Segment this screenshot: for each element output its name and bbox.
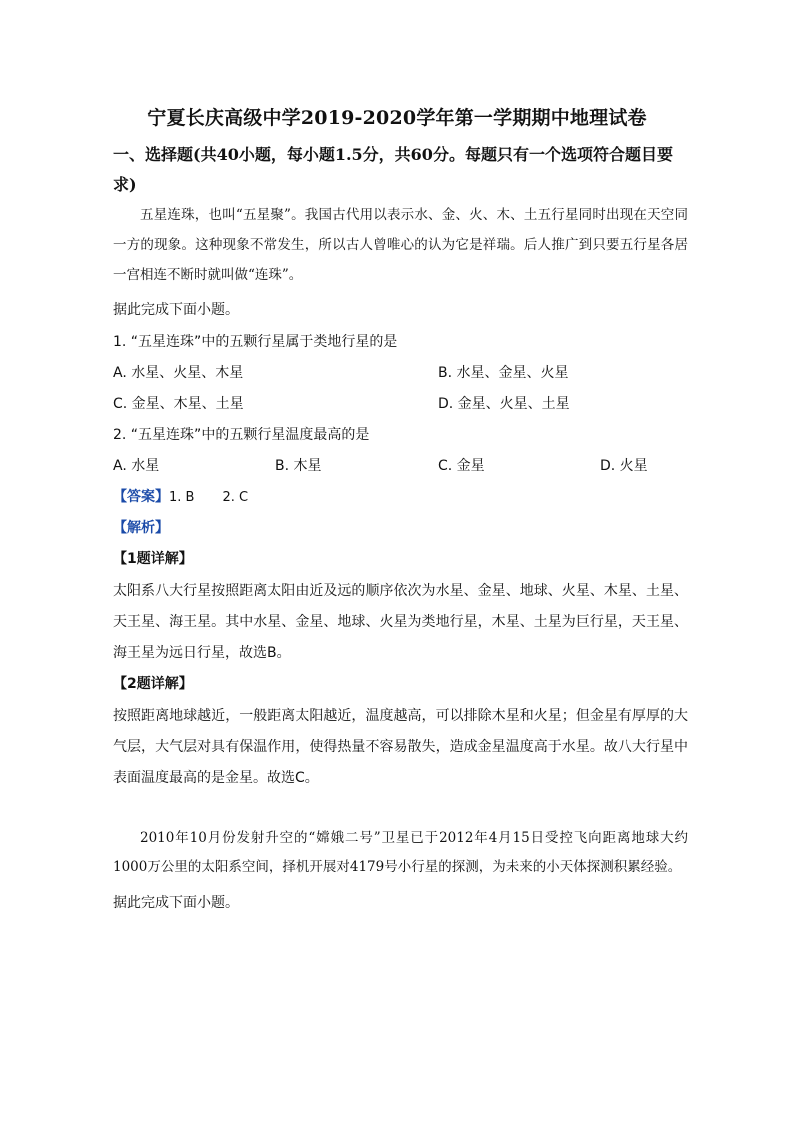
passage-five-planets: 五星连珠，也叫“五星聚”。我国古代用以表示水、金、火、木、土五行星同时出现在天空同一方的现象。这种现象不常发生，所以古人曾唯心的认为它是祥瑞。后人推广到只要五行星各居一宫相连不断时就叫做“连珠”。	[113, 207, 688, 283]
question-2-option-a[interactable]: A. 水星	[113, 458, 160, 474]
question-1-option-b[interactable]: B. 水星、金星、火星	[438, 365, 569, 381]
passage-change2: 2010年10月份发射升空的“嫦娥二号”卫星已于2012年4月15日受控飞向距离地球大约1000万公里的太阳系空间，择机开展对4179号小行星的探测，为未来的小天体探测积累经验。	[113, 830, 688, 875]
answer-1: 1. B	[169, 490, 195, 505]
answer-label: 【答案】	[113, 489, 169, 505]
question-2-option-c[interactable]: C. 金星	[438, 458, 485, 474]
question-2-option-d[interactable]: D. 火星	[600, 458, 648, 474]
question-1-option-a[interactable]: A. 水星、火星、木星	[113, 365, 244, 381]
detail-2-text: 按照距离地球越近，一般距离太阳越近，温度越高，可以排除木星和火星；但金星有厚厚的大气层，大气层对具有保温作用，使得热量不容易散失，造成金星温度高于水星。故八大行星中表面温度最高的是金星。故选C。	[113, 708, 688, 786]
detail-1-label: 【1题详解】	[113, 551, 193, 567]
answer-line	[113, 487, 248, 508]
answer-2: 2. C	[222, 490, 249, 505]
page-title: 宁夏长庆高级中学2019-2020学年第一学期期中地理试卷	[147, 107, 647, 129]
question-2-stem: 2. “五星连珠”中的五颗行星温度最高的是	[113, 427, 370, 443]
detail-1-text: 太阳系八大行星按照距离太阳由近及远的顺序依次为水星、金星、地球、火星、木星、土星、天王星、海王星。其中水星、金星、地球、火星为类地行星，木星、土星为巨行星，天王星、海王星为远日行星，故选B。	[113, 583, 688, 661]
section-heading: 一、选择题(共40小题，每小题1.5分，共60分。每题只有一个选项符合题目要求)	[113, 145, 673, 194]
question-1-stem: 1. “五星连珠”中的五颗行星属于类地行星的是	[113, 334, 398, 350]
question-1-option-d[interactable]: D. 金星、火星、土星	[438, 396, 570, 412]
detail-2-label: 【2题详解】	[113, 676, 193, 692]
question-2-option-b[interactable]: B. 木星	[275, 458, 322, 474]
analysis-label: 【解析】	[113, 520, 169, 536]
instruction-2: 据此完成下面小题。	[113, 895, 239, 911]
instruction-1: 据此完成下面小题。	[113, 302, 239, 318]
question-1-option-c[interactable]: C. 金星、木星、土星	[113, 396, 244, 412]
